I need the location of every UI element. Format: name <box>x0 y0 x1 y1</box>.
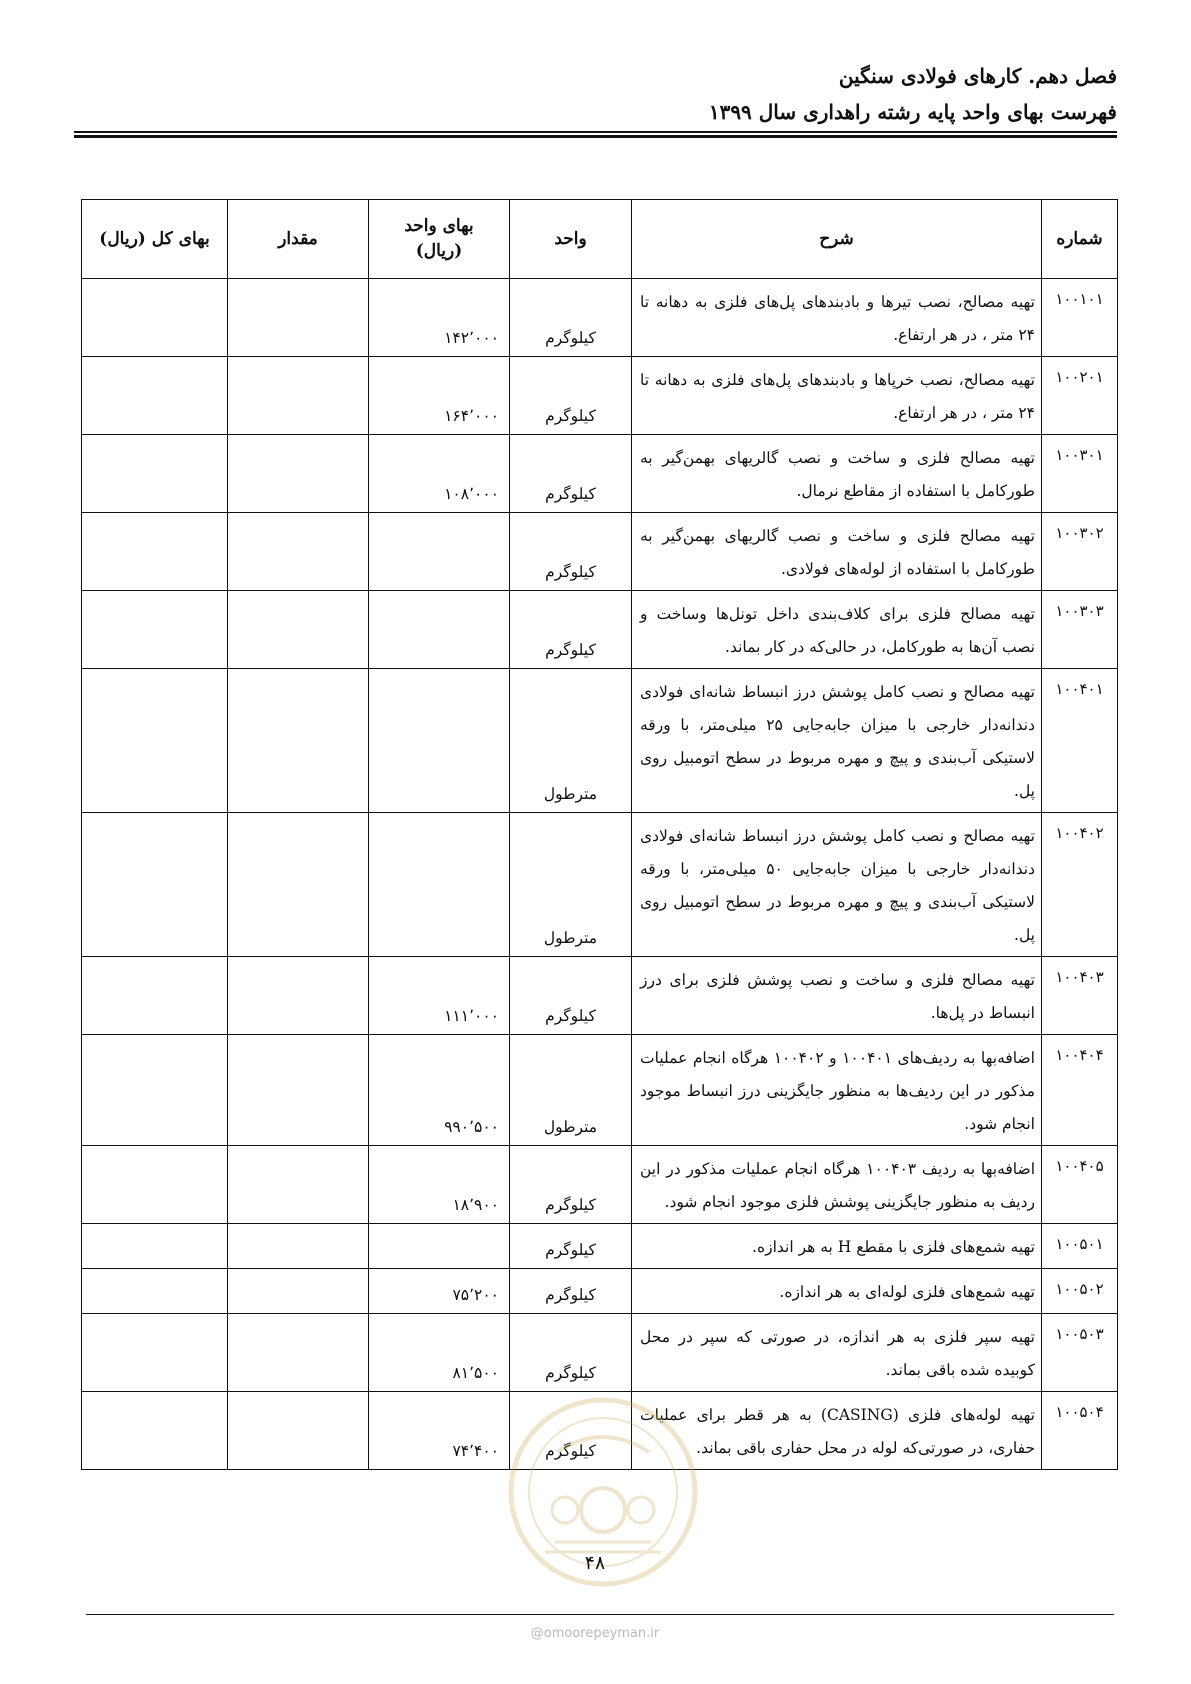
row-total-price <box>82 513 228 591</box>
header-unit: واحد <box>510 200 632 279</box>
row-unit: مترطول <box>510 813 632 957</box>
row-unit: کیلوگرم <box>510 1314 632 1392</box>
row-unit-price: ۱۰۸٬۰۰۰ <box>369 435 510 513</box>
row-quantity <box>228 279 369 357</box>
row-unit-price: ۷۵٬۲۰۰ <box>369 1269 510 1314</box>
row-description: اضافه‌بها به ردیف‌های ۱۰۰۴۰۱ و ۱۰۰۴۰۲ هرگاه انجام عملیات مذکور در این ردیف‌ها به منظور جایگزینی درز انبساط موجود انجام شود. <box>632 1035 1042 1146</box>
row-total-price <box>82 435 228 513</box>
row-unit: کیلوگرم <box>510 1146 632 1224</box>
row-quantity <box>228 591 369 669</box>
row-total-price <box>82 591 228 669</box>
row-description: تهیه مصالح، نصب تیرها و بادبندهای پل‌های فلزی به دهانه تا ۲۴ متر ، در هر ارتفاع. <box>632 279 1042 357</box>
row-description: تهیه مصالح فلزی و ساخت و نصب گالریهای بهمن‌گیر به طورکامل با استفاده از لوله‌های فولادی. <box>632 513 1042 591</box>
row-unit: کیلوگرم <box>510 1392 632 1470</box>
header-divider-thin <box>74 131 1117 133</box>
row-number: ۱۰۰۳۰۲ <box>1042 513 1118 591</box>
table-row <box>82 957 1118 1035</box>
row-unit: کیلوگرم <box>510 357 632 435</box>
row-quantity <box>228 1146 369 1224</box>
row-quantity <box>228 435 369 513</box>
row-description: تهیه مصالح، نصب خرپاها و بادبندهای پل‌های فلزی به دهانه تا ۲۴ متر ، در هر ارتفاع. <box>632 357 1042 435</box>
row-unit-price: ۱۴۲٬۰۰۰ <box>369 279 510 357</box>
row-unit-price <box>369 591 510 669</box>
row-unit-price: ۷۴٬۴۰۰ <box>369 1392 510 1470</box>
table-row <box>82 813 1118 957</box>
row-unit-price: ۱۱۱٬۰۰۰ <box>369 957 510 1035</box>
row-number: ۱۰۰۲۰۱ <box>1042 357 1118 435</box>
row-unit: کیلوگرم <box>510 1269 632 1314</box>
row-unit: کیلوگرم <box>510 957 632 1035</box>
row-total-price <box>82 1146 228 1224</box>
table-row <box>82 1224 1118 1269</box>
row-number: ۱۰۰۵۰۲ <box>1042 1269 1118 1314</box>
row-quantity <box>228 1035 369 1146</box>
row-total-price <box>82 1269 228 1314</box>
row-description: تهیه لوله‌های فلزی (CASING) به هر قطر برای عملیات حفاری، در صورتی‌که لوله در محل حفاری باقی بماند. <box>632 1392 1042 1470</box>
row-description: تهیه شمع‌های فلزی لوله‌ای به هر اندازه. <box>632 1269 1042 1314</box>
header-divider-thick <box>74 135 1117 138</box>
row-number: ۱۰۰۴۰۲ <box>1042 813 1118 957</box>
table-row <box>82 591 1118 669</box>
row-total-price <box>82 1035 228 1146</box>
row-description: تهیه سپر فلزی به هر اندازه، در صورتی که سپر در محل کوبیده شده باقی بماند. <box>632 1314 1042 1392</box>
row-description: تهیه مصالح فلزی و ساخت و نصب پوشش فلزی برای درز انبساط در پل‌ها. <box>632 957 1042 1035</box>
footer-divider <box>86 1614 1114 1615</box>
table-row <box>82 513 1118 591</box>
header-description: شرح <box>632 200 1042 279</box>
row-unit: مترطول <box>510 1035 632 1146</box>
table-body <box>82 279 1118 1470</box>
row-quantity <box>228 957 369 1035</box>
row-number: ۱۰۰۴۰۳ <box>1042 957 1118 1035</box>
row-quantity <box>228 1314 369 1392</box>
row-total-price <box>82 957 228 1035</box>
row-number: ۱۰۰۵۰۴ <box>1042 1392 1118 1470</box>
row-unit-price: ۸۱٬۵۰۰ <box>369 1314 510 1392</box>
row-total-price <box>82 357 228 435</box>
site-credit: @omoorepeyman.ir <box>530 1626 660 1641</box>
row-total-price <box>82 669 228 813</box>
row-number: ۱۰۰۴۰۴ <box>1042 1035 1118 1146</box>
row-description: تهیه مصالح و نصب کامل پوشش درز انبساط شانه‌ای فولادی دندانه‌دار خارجی با میزان جابه‌جایی ۲۵ میلی‌متر، با ورقه لاستیکی آب‌بندی و پیچ و مهره مربوط در سطح اتومبیل روی پل. <box>632 669 1042 813</box>
row-unit-price <box>369 1224 510 1269</box>
row-quantity <box>228 1224 369 1269</box>
row-unit: کیلوگرم <box>510 435 632 513</box>
table-row <box>82 279 1118 357</box>
page-number: ۴۸ <box>584 1552 606 1574</box>
table-row <box>82 1146 1118 1224</box>
table-row <box>82 1314 1118 1392</box>
row-number: ۱۰۰۵۰۱ <box>1042 1224 1118 1269</box>
row-number: ۱۰۰۴۰۱ <box>1042 669 1118 813</box>
row-unit-price: ۹۹۰٬۵۰۰ <box>369 1035 510 1146</box>
header-total-price: بهای کل (ریال) <box>82 200 228 279</box>
row-quantity <box>228 813 369 957</box>
row-number: ۱۰۰۱۰۱ <box>1042 279 1118 357</box>
row-number: ۱۰۰۵۰۳ <box>1042 1314 1118 1392</box>
row-total-price <box>82 1224 228 1269</box>
row-unit-price <box>369 513 510 591</box>
row-description: تهیه مصالح و نصب کامل پوشش درز انبساط شانه‌ای فولادی دندانه‌دار خارجی با میزان جابه‌جایی ۵۰ میلی‌متر، با ورقه لاستیکی آب‌بندی و پیچ و مهره مربوط در سطح اتومبیل روی پل. <box>632 813 1042 957</box>
table-row <box>82 1035 1118 1146</box>
table-row <box>82 669 1118 813</box>
row-unit-price <box>369 813 510 957</box>
row-unit-price: ۱۶۴٬۰۰۰ <box>369 357 510 435</box>
row-unit: کیلوگرم <box>510 279 632 357</box>
chapter-title: فصل دهم. کارهای فولادی سنگین <box>838 64 1117 88</box>
table-row <box>82 1269 1118 1314</box>
row-quantity <box>228 357 369 435</box>
row-description: تهیه شمع‌های فلزی با مقطع H به هر اندازه. <box>632 1224 1042 1269</box>
row-unit: کیلوگرم <box>510 513 632 591</box>
row-quantity <box>228 1392 369 1470</box>
row-quantity <box>228 669 369 813</box>
row-unit: کیلوگرم <box>510 591 632 669</box>
row-unit-price: ۱۸٬۹۰۰ <box>369 1146 510 1224</box>
price-list-title: فهرست بهای واحد پایه رشته راهداری سال ۱۳۹۹ <box>708 100 1117 124</box>
header-number: شماره <box>1042 200 1118 279</box>
price-table <box>81 199 1118 1470</box>
row-unit-price <box>369 669 510 813</box>
table-row <box>82 435 1118 513</box>
row-quantity <box>228 1269 369 1314</box>
row-unit: مترطول <box>510 669 632 813</box>
row-total-price <box>82 1314 228 1392</box>
row-number: ۱۰۰۳۰۳ <box>1042 591 1118 669</box>
table-header-row <box>82 200 1118 279</box>
row-quantity <box>228 513 369 591</box>
row-description: تهیه مصالح فلزی و ساخت و نصب گالریهای بهمن‌گیر به طورکامل با استفاده از مقاطع نرمال. <box>632 435 1042 513</box>
row-number: ۱۰۰۳۰۱ <box>1042 435 1118 513</box>
header-quantity: مقدار <box>228 200 369 279</box>
row-description: تهیه مصالح فلزی برای کلاف‌بندی داخل تونل‌ها وساخت و نصب آن‌ها به طورکامل، در حالی‌که در کار بماند. <box>632 591 1042 669</box>
row-total-price <box>82 1392 228 1470</box>
header-unit-price: بهای واحد (ریال) <box>369 200 510 279</box>
row-number: ۱۰۰۴۰۵ <box>1042 1146 1118 1224</box>
table-row <box>82 357 1118 435</box>
row-unit: کیلوگرم <box>510 1224 632 1269</box>
row-total-price <box>82 813 228 957</box>
row-description: اضافه‌بها به ردیف ۱۰۰۴۰۳ هرگاه انجام عملیات مذکور در این ردیف به منظور جایگزینی پوشش فلزی موجود انجام شود. <box>632 1146 1042 1224</box>
row-total-price <box>82 279 228 357</box>
